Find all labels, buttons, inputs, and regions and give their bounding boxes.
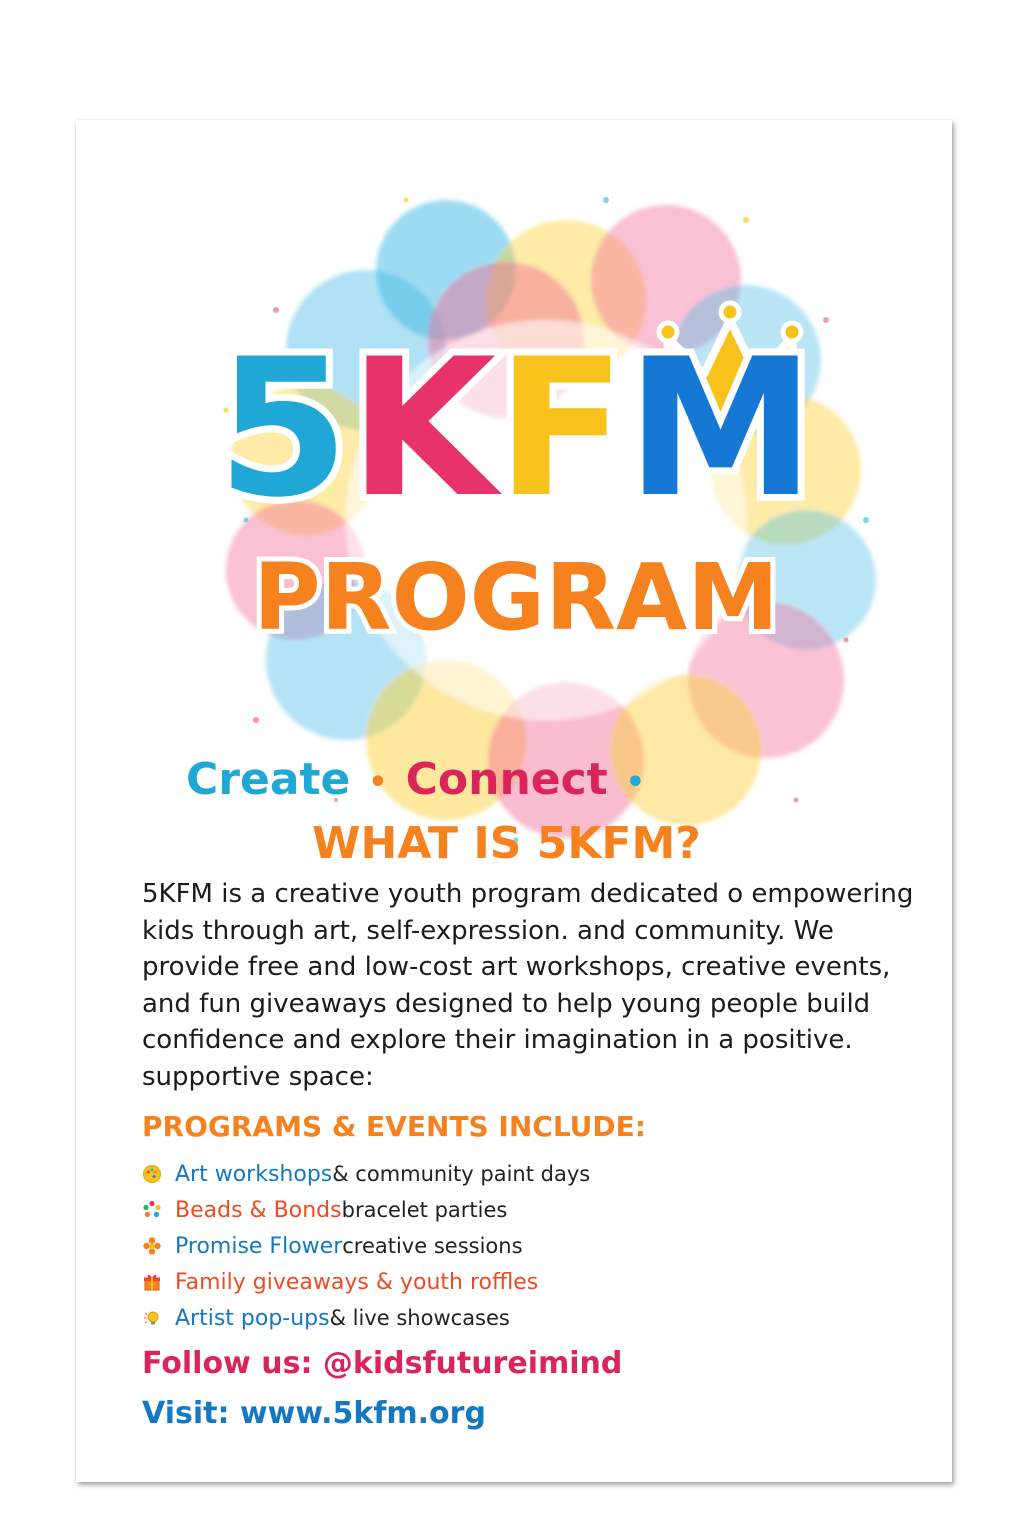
flyer-card: [76, 120, 952, 1482]
program-highlight: Art workshops: [175, 1161, 333, 1187]
list-item: [142, 1264, 590, 1300]
palette-icon: [142, 1164, 162, 1184]
logo-letter-f: F: [496, 318, 627, 539]
website-link: Visit: www.5kfm.org: [142, 1396, 486, 1431]
program-detail: creative sessions: [342, 1234, 523, 1258]
logo-wordmark: [146, 318, 886, 539]
program-highlight: Artist pop-ups: [175, 1305, 330, 1331]
tagline-create: Create: [186, 754, 351, 805]
logo-letter-k: K: [349, 318, 497, 539]
program-description: 5KFM is a creative youth program dedicated o empowering kids through art, self-expression. and community. We provide free and low-cost art workshops, creative events, and fun giveaways designed to help young people build confidence and explore their imagination in a positive. supportive space:: [142, 879, 914, 1092]
social-handle: Follow us: @kidsfutureimind: [142, 1346, 623, 1381]
flower-icon: [142, 1236, 162, 1256]
list-item: [142, 1228, 590, 1264]
program-list: [142, 1156, 590, 1336]
list-item: [142, 1192, 590, 1228]
tagline-separator-trailing: •: [625, 764, 645, 800]
list-item: [142, 1300, 590, 1336]
program-detail: bracelet parties: [341, 1198, 508, 1222]
bead-ring-icon: [142, 1200, 162, 1220]
logo-program-word: PROGRAM: [253, 544, 779, 651]
programs-heading: PROGRAMS & EVENTS INCLUDE:: [142, 1110, 646, 1143]
logo-letter-m: M: [626, 318, 816, 539]
program-detail: & live showcases: [329, 1306, 510, 1330]
program-highlight: Promise Flower: [175, 1233, 343, 1259]
tagline: [186, 754, 663, 805]
gift-icon: [142, 1272, 162, 1292]
light-bulb-icon: [142, 1308, 162, 1328]
program-highlight: Beads & Bonds: [175, 1197, 342, 1223]
program-detail: & community paint days: [332, 1162, 591, 1186]
program-highlight: Family giveaways & youth roffles: [175, 1269, 539, 1295]
logo-letter-5: 5: [216, 318, 350, 539]
tagline-separator: •: [368, 764, 388, 800]
tagline-connect: Connect: [405, 754, 608, 805]
list-item: [142, 1156, 590, 1192]
section-heading: WHAT IS 5KFM?: [312, 818, 701, 869]
